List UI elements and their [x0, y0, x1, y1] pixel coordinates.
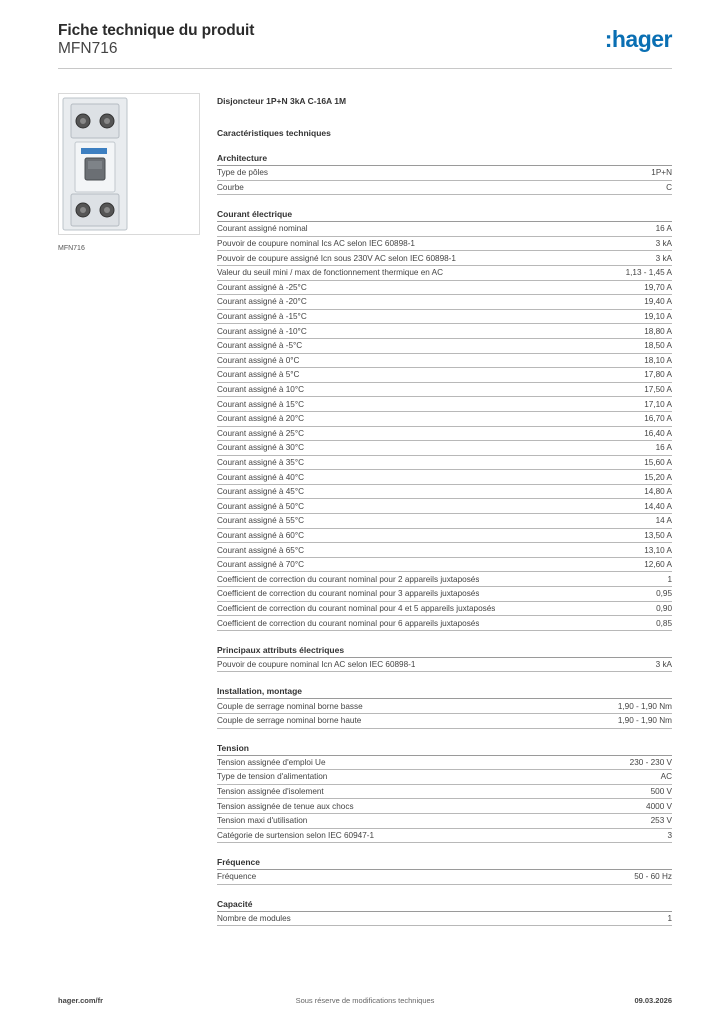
- header-divider: [58, 68, 672, 69]
- spec-label: Pouvoir de coupure nominal Icn AC selon IEC 60898-1: [217, 660, 416, 670]
- spec-row: [217, 397, 672, 412]
- spec-label: Courant assigné à -5°C: [217, 341, 303, 351]
- spec-value: 14,80 A: [644, 487, 672, 497]
- spec-row: [217, 368, 672, 383]
- spec-row: [217, 912, 672, 927]
- spec-row: [217, 572, 672, 587]
- spec-sections: [217, 152, 672, 926]
- section-title: Architecture: [217, 152, 672, 166]
- spec-value: 0,95: [656, 589, 672, 599]
- spec-value: 1: [667, 914, 672, 924]
- spec-row: [217, 427, 672, 442]
- spec-label: Tension maxi d'utilisation: [217, 816, 308, 826]
- spec-label: Courant assigné à 35°C: [217, 457, 305, 467]
- spec-section: [217, 856, 672, 885]
- spec-label: Courant assigné à 40°C: [217, 472, 305, 482]
- spec-label: Courant assigné à 20°C: [217, 414, 305, 424]
- spec-label: Couple de serrage nominal borne haute: [217, 716, 362, 726]
- spec-row: [217, 829, 672, 844]
- spec-value: 16 A: [655, 224, 672, 234]
- spec-label: Courant assigné à 30°C: [217, 443, 305, 453]
- spec-value: 0,90: [656, 603, 672, 613]
- spec-value: C: [666, 182, 672, 192]
- spec-label: Pouvoir de coupure nominal Ics AC selon IEC 60898-1: [217, 239, 415, 249]
- spec-row: [217, 456, 672, 471]
- spec-row: [217, 785, 672, 800]
- spec-row: [217, 251, 672, 266]
- spec-label: Type de pôles: [217, 168, 268, 178]
- spec-value: 50 - 60 Hz: [634, 872, 672, 882]
- characteristics-heading: Caractéristiques techniques: [217, 128, 331, 138]
- spec-row: [217, 470, 672, 485]
- spec-label: Courant assigné à 0°C: [217, 355, 300, 365]
- spec-row: [217, 222, 672, 237]
- spec-row: [217, 514, 672, 529]
- section-title: Principaux attributs électriques: [217, 644, 672, 658]
- spec-value: 12,60 A: [644, 560, 672, 570]
- spec-value: 15,20 A: [644, 472, 672, 482]
- spec-label: Courant assigné nominal: [217, 224, 308, 234]
- spec-row: [217, 181, 672, 196]
- spec-label: Courant assigné à 15°C: [217, 399, 305, 409]
- spec-label: Tension assignée d'emploi Ue: [217, 757, 326, 767]
- spec-row: [217, 770, 672, 785]
- spec-value: 15,60 A: [644, 457, 672, 467]
- spec-row: [217, 412, 672, 427]
- spec-row: [217, 441, 672, 456]
- spec-value: 3: [667, 830, 672, 840]
- spec-value: 1,13 - 1,45 A: [625, 268, 672, 278]
- spec-label: Courant assigné à -10°C: [217, 326, 307, 336]
- spec-value: 13,50 A: [644, 530, 672, 540]
- image-caption: MFN716: [58, 245, 85, 252]
- spec-value: 17,80 A: [644, 370, 672, 380]
- footer-date: 09.03.2026: [634, 996, 672, 1005]
- spec-label: Pouvoir de coupure assigné Icn sous 230V AC selon IEC 60898-1: [217, 253, 456, 263]
- footer-website[interactable]: hager.com/fr: [58, 996, 104, 1005]
- spec-value: 1: [667, 574, 672, 584]
- product-image: [58, 93, 200, 235]
- spec-label: Courant assigné à -20°C: [217, 297, 307, 307]
- spec-label: Type de tension d'alimentation: [217, 772, 328, 782]
- spec-row: [217, 237, 672, 252]
- spec-label: Courant assigné à 45°C: [217, 487, 305, 497]
- spec-row: [217, 558, 672, 573]
- spec-label: Coefficient de correction du courant nominal pour 3 appareils juxtaposés: [217, 589, 480, 599]
- spec-value: 16,70 A: [644, 414, 672, 424]
- spec-value: 4000 V: [646, 801, 672, 811]
- spec-row: [217, 602, 672, 617]
- spec-label: Courant assigné à 65°C: [217, 545, 305, 555]
- spec-row: [217, 658, 672, 673]
- document-title: Fiche technique du produit: [58, 22, 255, 39]
- spec-label: Courant assigné à 60°C: [217, 530, 305, 540]
- spec-value: 3 kA: [655, 660, 672, 670]
- spec-value: 16,40 A: [644, 428, 672, 438]
- spec-label: Coefficient de correction du courant nominal pour 6 appareils juxtaposés: [217, 618, 480, 628]
- page-footer: [58, 996, 672, 1008]
- spec-value: 0,85: [656, 618, 672, 628]
- spec-value: 1,90 - 1,90 Nm: [617, 701, 672, 711]
- spec-value: 16 A: [655, 443, 672, 453]
- spec-label: Coefficient de correction du courant nominal pour 2 appareils juxtaposés: [217, 574, 480, 584]
- section-title: Capacité: [217, 898, 672, 912]
- section-title: Fréquence: [217, 856, 672, 870]
- spec-row: [217, 266, 672, 281]
- section-title: Courant électrique: [217, 208, 672, 222]
- spec-value: 500 V: [650, 787, 672, 797]
- spec-row: [217, 310, 672, 325]
- spec-label: Tension assignée d'isolement: [217, 787, 324, 797]
- spec-label: Courant assigné à -25°C: [217, 282, 307, 292]
- spec-row: [217, 616, 672, 631]
- spec-section: [217, 152, 672, 195]
- section-title: Installation, montage: [217, 685, 672, 699]
- product-name: Disjoncteur 1P+N 3kA C-16A 1M: [217, 96, 347, 106]
- spec-value: 1P+N: [651, 168, 672, 178]
- section-title: Tension: [217, 742, 672, 756]
- spec-label: Tension assignée de tenue aux chocs: [217, 801, 354, 811]
- spec-value: AC: [660, 772, 672, 782]
- spec-row: [217, 799, 672, 814]
- spec-row: [217, 814, 672, 829]
- spec-label: Courbe: [217, 182, 244, 192]
- product-reference: MFN716: [58, 40, 118, 57]
- spec-value: 3 kA: [655, 239, 672, 249]
- spec-label: Fréquence: [217, 872, 257, 882]
- page-header: [58, 20, 672, 70]
- spec-value: 14,40 A: [644, 501, 672, 511]
- circuit-breaker-illustration: [59, 94, 199, 234]
- spec-row: [217, 295, 672, 310]
- spec-row: [217, 485, 672, 500]
- spec-label: Couple de serrage nominal borne basse: [217, 701, 363, 711]
- spec-value: 253 V: [650, 816, 672, 826]
- spec-row: [217, 756, 672, 771]
- spec-label: Catégorie de surtension selon IEC 60947-1: [217, 830, 375, 840]
- spec-row: [217, 714, 672, 729]
- spec-label: Coefficient de correction du courant nominal pour 4 et 5 appareils juxtaposés: [217, 603, 496, 613]
- spec-label: Courant assigné à 10°C: [217, 385, 305, 395]
- spec-value: 19,10 A: [644, 312, 672, 322]
- spec-label: Courant assigné à 70°C: [217, 560, 305, 570]
- spec-row: [217, 699, 672, 714]
- spec-row: [217, 166, 672, 181]
- spec-row: [217, 354, 672, 369]
- spec-content: [217, 96, 672, 939]
- spec-label: Courant assigné à 50°C: [217, 501, 305, 511]
- spec-label: Courant assigné à 55°C: [217, 516, 305, 526]
- spec-value: 14 A: [655, 516, 672, 526]
- spec-value: 17,50 A: [644, 385, 672, 395]
- spec-row: [217, 543, 672, 558]
- spec-value: 17,10 A: [644, 399, 672, 409]
- spec-row: [217, 870, 672, 885]
- spec-value: 18,50 A: [644, 341, 672, 351]
- spec-label: Courant assigné à 5°C: [217, 370, 300, 380]
- spec-value: 19,70 A: [644, 282, 672, 292]
- spec-value: 13,10 A: [644, 545, 672, 555]
- spec-row: [217, 529, 672, 544]
- spec-section: [217, 644, 672, 673]
- spec-value: 18,80 A: [644, 326, 672, 336]
- spec-value: 18,10 A: [644, 355, 672, 365]
- spec-section: [217, 208, 672, 631]
- spec-section: [217, 742, 672, 844]
- spec-value: 230 - 230 V: [629, 757, 672, 767]
- spec-value: 1,90 - 1,90 Nm: [617, 716, 672, 726]
- spec-label: Nombre de modules: [217, 914, 291, 924]
- spec-row: [217, 499, 672, 514]
- spec-section: [217, 685, 672, 728]
- spec-value: 3 kA: [655, 253, 672, 263]
- spec-row: [217, 383, 672, 398]
- spec-row: [217, 587, 672, 602]
- spec-row: [217, 324, 672, 339]
- spec-value: 19,40 A: [644, 297, 672, 307]
- spec-section: [217, 898, 672, 927]
- hager-logo: :hager: [604, 26, 672, 52]
- spec-label: Valeur du seuil mini / max de fonctionnement thermique en AC: [217, 268, 444, 278]
- spec-row: [217, 339, 672, 354]
- footer-disclaimer: Sous réserve de modifications techniques: [295, 996, 435, 1005]
- spec-row: [217, 281, 672, 296]
- spec-label: Courant assigné à 25°C: [217, 428, 305, 438]
- spec-label: Courant assigné à -15°C: [217, 312, 307, 322]
